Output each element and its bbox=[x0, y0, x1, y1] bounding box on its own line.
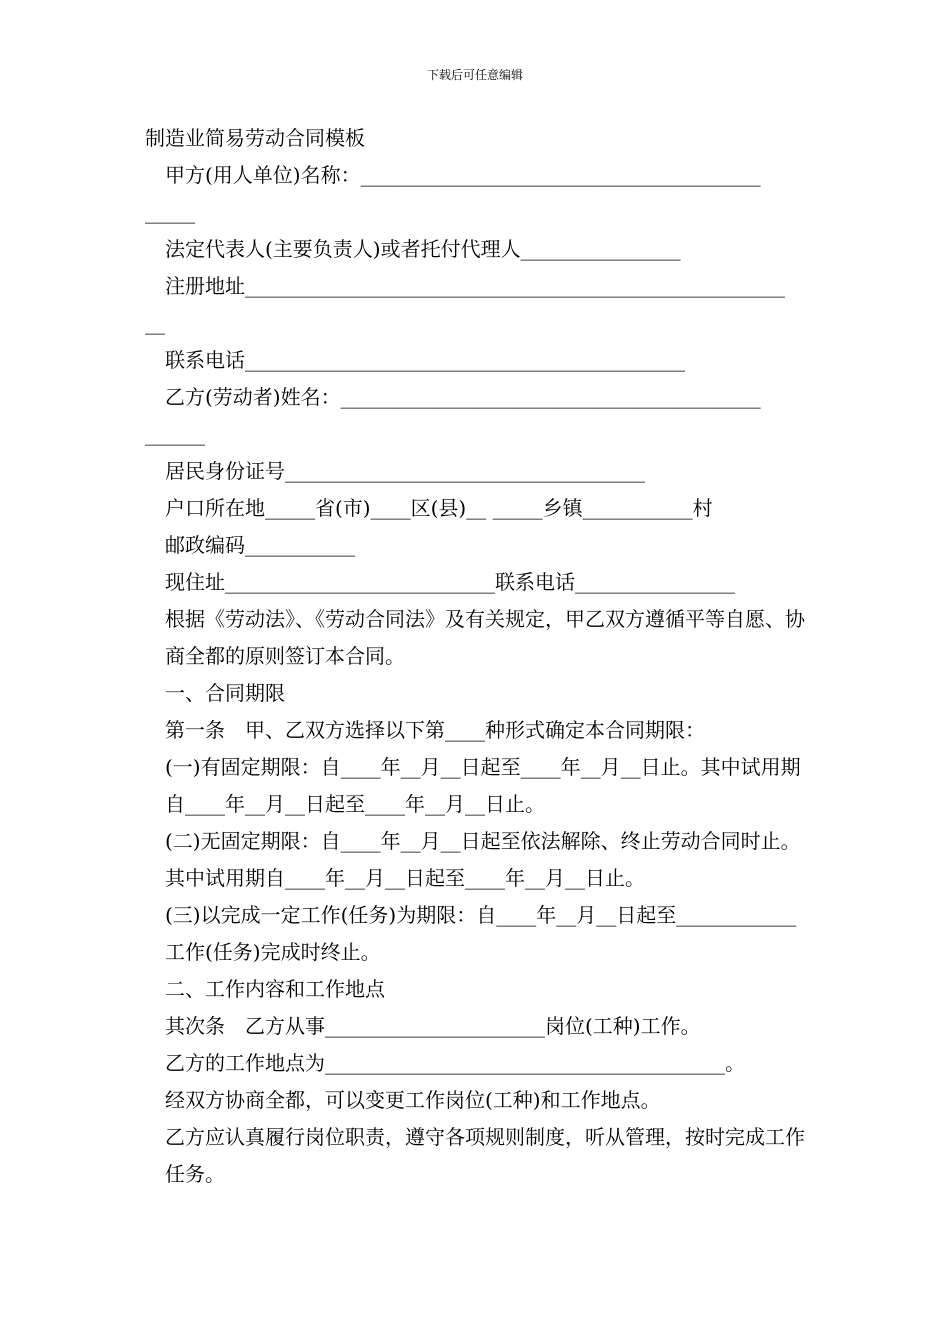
party-a-name-field: 甲方(用人单位)名称：________________________________________ bbox=[165, 163, 761, 187]
document-title: 制造业简易劳动合同模板 bbox=[145, 126, 365, 150]
open-term-clause: (二)无固定期限：自____年__月__日起至依法解除、终止劳动合同时止。其中试用期自____年__月__日起至____年__月__日止。 bbox=[165, 829, 801, 890]
party-a-name-continuation: _____ bbox=[145, 200, 195, 224]
section-heading-work: 二、工作内容和工作地点 bbox=[165, 977, 385, 1001]
registered-address-field: 注册地址______________________________________________________ bbox=[165, 274, 785, 298]
id-number-field: 居民身份证号____________________________________ bbox=[165, 459, 645, 483]
article-two: 其次条 乙方从事______________________岗位(工种)工作。 bbox=[165, 1014, 701, 1038]
header-note: 下载后可任意编辑 bbox=[426, 68, 523, 82]
section-heading-term: 一、合同期限 bbox=[165, 681, 285, 705]
party-b-name-continuation: ______ bbox=[145, 422, 205, 446]
preamble-paragraph: 根据《劳动法》、《劳动合同法》及有关规定，甲乙双方遵循平等自愿、协商全都的原则签订本合同。 bbox=[165, 607, 805, 668]
registered-address-continuation: __ bbox=[145, 311, 165, 335]
current-address-field: 现住址___________________________联系电话________________ bbox=[165, 570, 735, 594]
party-a-phone-field: 联系电话____________________________________________ bbox=[165, 348, 685, 372]
contract-body bbox=[145, 120, 807, 1193]
party-b-name-field: 乙方(劳动者)姓名：__________________________________________ bbox=[165, 385, 761, 409]
change-position-clause: 经双方协商全都，可以变更工作岗位(工种)和工作地点。 bbox=[165, 1088, 661, 1112]
household-registration-field: 户口所在地_____省(市)____区(县)__ _____乡镇___________村 bbox=[165, 496, 713, 520]
task-term-clause: (三)以完成一定工作(任务)为期限：自____年__月__日起至____________工作(任务)完成时终止。 bbox=[165, 903, 797, 964]
postal-code-field: 邮政编码___________ bbox=[165, 533, 355, 557]
legal-representative-field: 法定代表人(主要负责人)或者托付代理人________________ bbox=[165, 237, 681, 261]
duties-paragraph: 乙方应认真履行岗位职责，遵守各项规则制度，听从管理，按时完成工作任务。 bbox=[165, 1125, 805, 1186]
fixed-term-clause: (一)有固定期限：自____年__月__日起至____年__月__日止。其中试用期自____年__月__日起至____年__月__日止。 bbox=[165, 755, 801, 816]
work-location-field: 乙方的工作地点为________________________________________。 bbox=[165, 1051, 745, 1075]
article-one: 第一条 甲、乙双方选择以下第____种形式确定本合同期限： bbox=[165, 718, 705, 742]
